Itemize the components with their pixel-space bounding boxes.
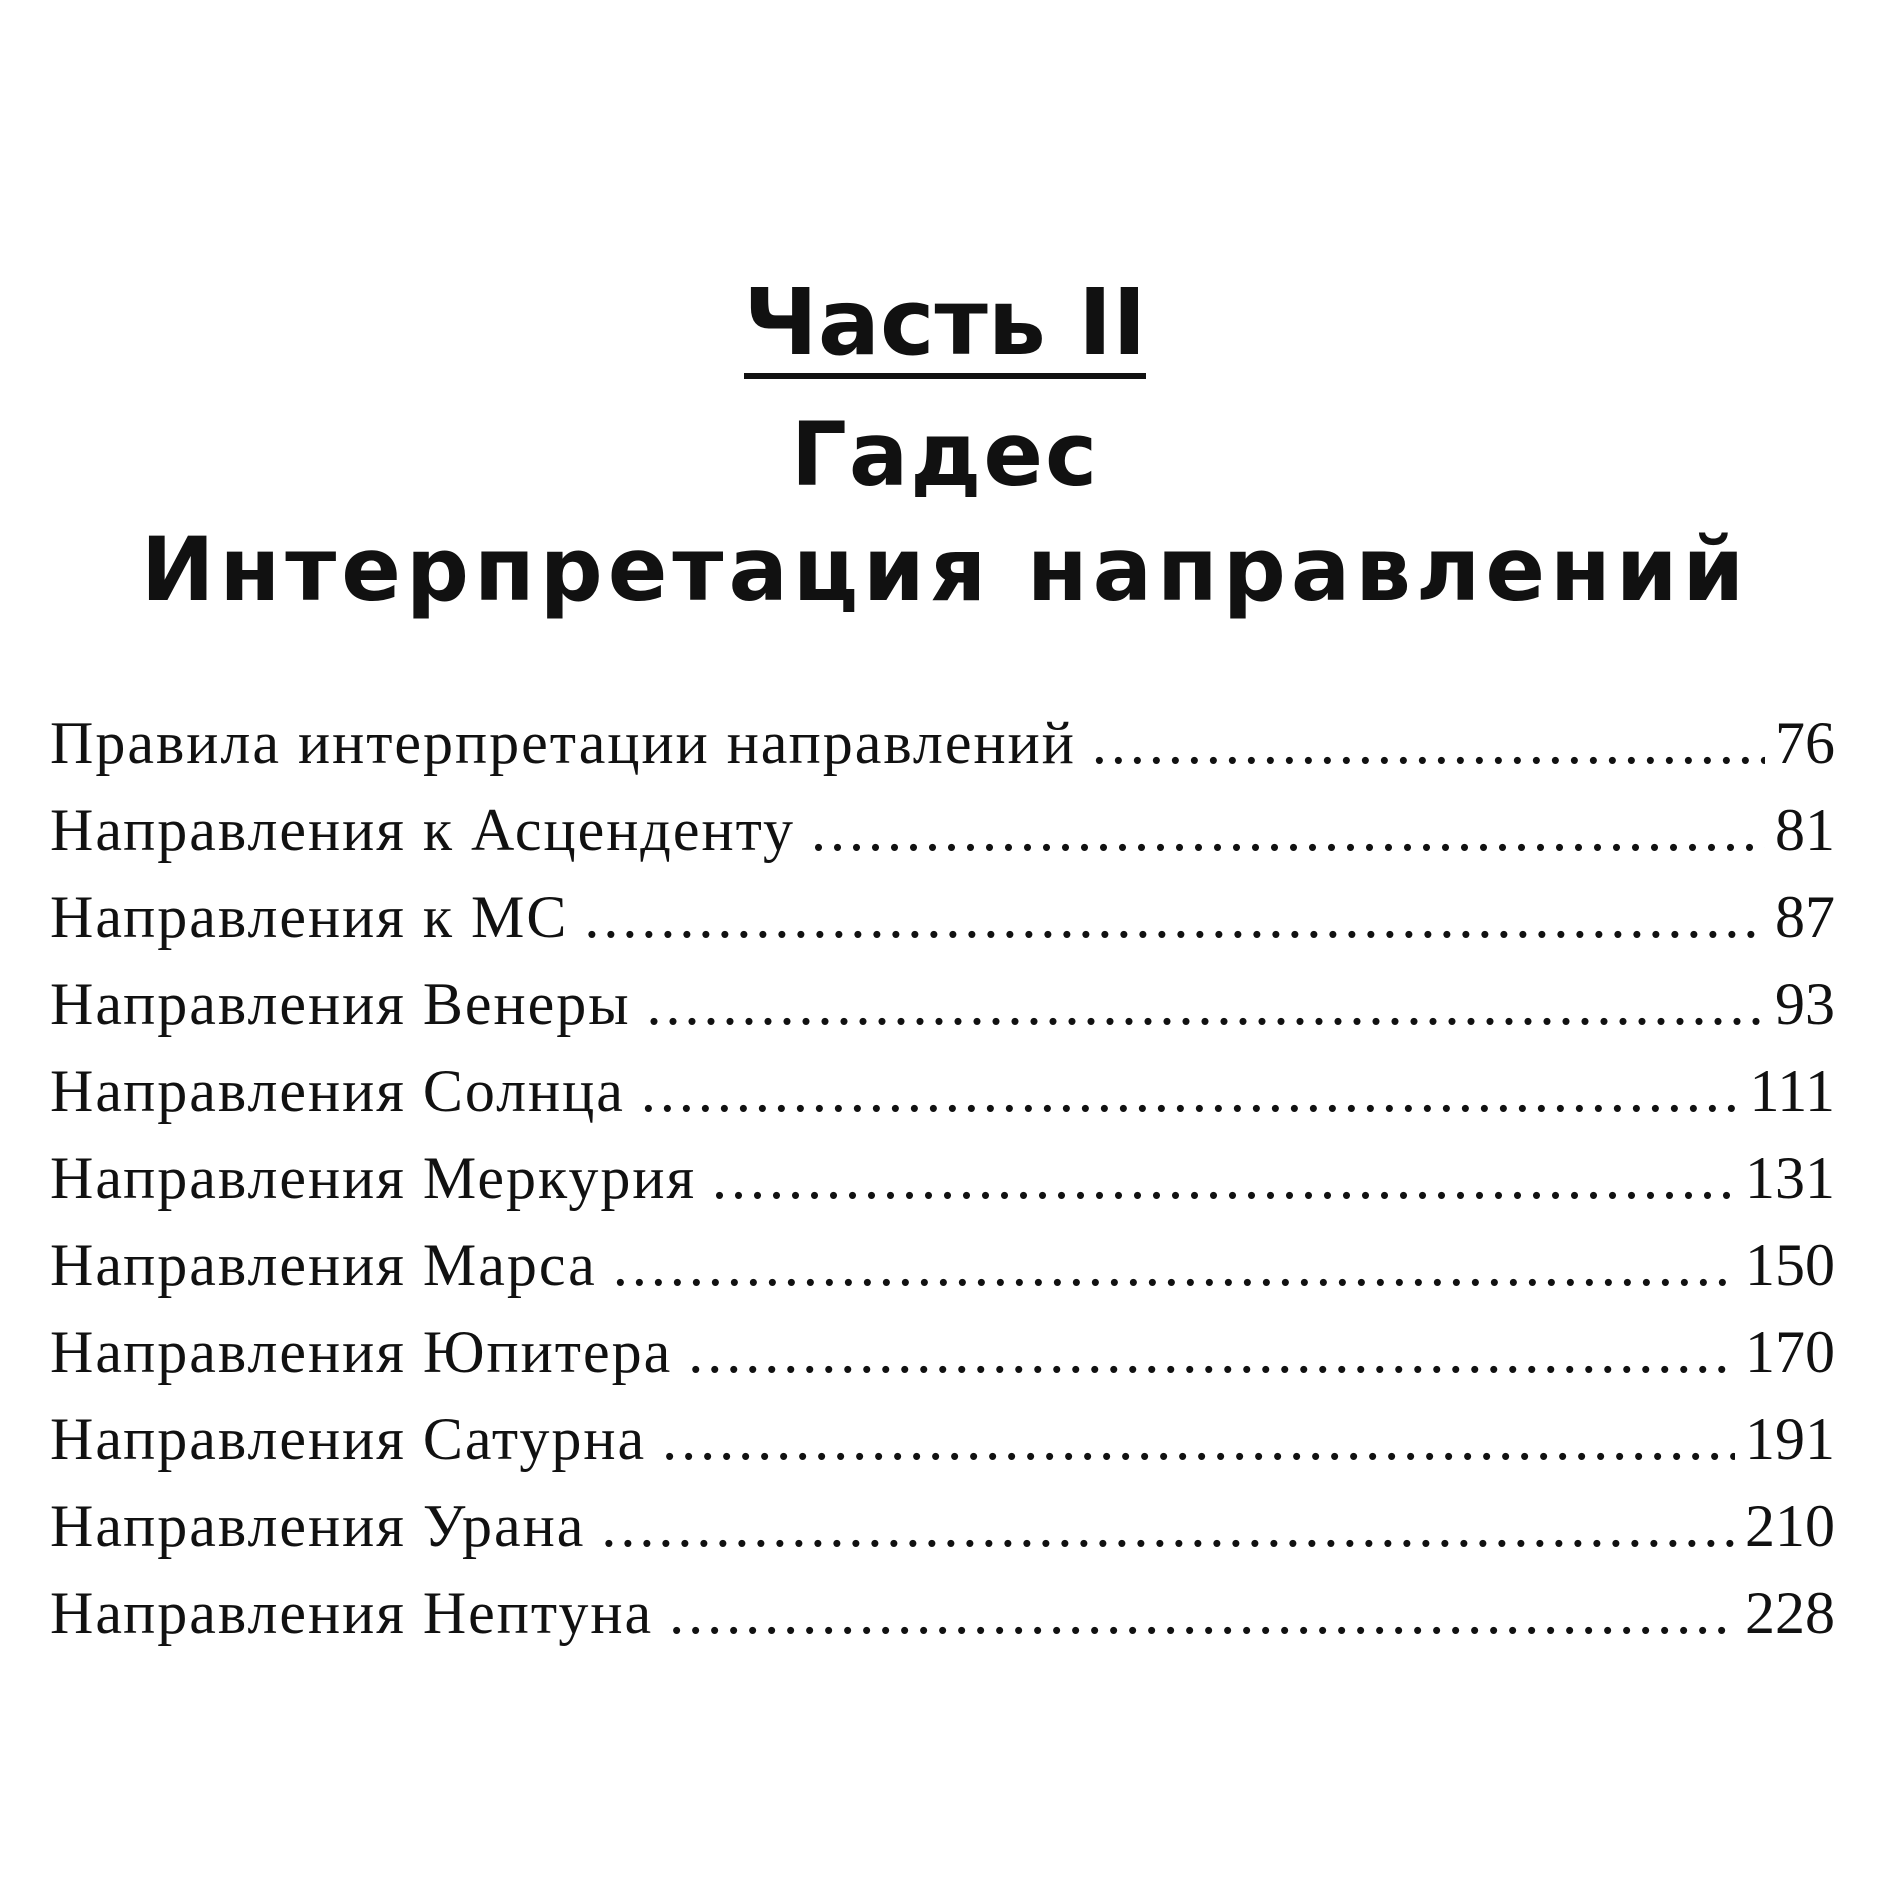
- toc-entry-title: Направления Нептуна: [50, 1580, 654, 1646]
- toc-entry-page: 210: [1745, 1493, 1835, 1559]
- toc-entry-page: 191: [1745, 1406, 1835, 1472]
- toc-entry-page: 150: [1745, 1232, 1835, 1298]
- toc-entry-page: 81: [1775, 797, 1835, 863]
- toc-entry-title: Направления Марса: [50, 1232, 597, 1298]
- toc-entry-page: 87: [1775, 884, 1835, 950]
- part-label: Часть II: [744, 273, 1147, 379]
- toc-entry-title: Направления Сатурна: [50, 1406, 647, 1472]
- toc-entry-page: 76: [1775, 710, 1835, 776]
- toc-entry-title: Направления к МС: [50, 884, 569, 950]
- toc-entry: [50, 1570, 1835, 1657]
- toc-entry-page: 228: [1745, 1580, 1835, 1646]
- part-heading: [0, 268, 1890, 379]
- toc-entry-title: Направления Юпитера: [50, 1319, 673, 1385]
- toc-leader-dots: [641, 1048, 1740, 1135]
- toc-entry-title: Направления Меркурия: [50, 1145, 697, 1211]
- toc-entry-title: Направления Урана: [50, 1493, 586, 1559]
- toc-entry: [50, 1396, 1835, 1483]
- toc-entry: [50, 874, 1835, 961]
- toc-leader-dots: [1092, 700, 1765, 787]
- toc-entry-page: 170: [1745, 1319, 1835, 1385]
- toc-leader-dots: [712, 1135, 1735, 1222]
- table-of-contents: [50, 700, 1835, 1657]
- toc-entry: [50, 1222, 1835, 1309]
- toc-entry-page: 93: [1775, 971, 1835, 1037]
- toc-entry-title: Направления Солнца: [50, 1058, 625, 1124]
- toc-leader-dots: [647, 961, 1765, 1048]
- toc-entry: [50, 1483, 1835, 1570]
- toc-leader-dots: [669, 1570, 1735, 1657]
- toc-leader-dots: [662, 1396, 1735, 1483]
- toc-entry-page: 111: [1749, 1058, 1835, 1124]
- toc-entry: [50, 1048, 1835, 1135]
- toc-entry: [50, 700, 1835, 787]
- toc-entry-title: Направления Венеры: [50, 971, 631, 1037]
- toc-leader-dots: [584, 874, 1765, 961]
- toc-entry-title: Направления к Асценденту: [50, 797, 796, 863]
- toc-entry: [50, 787, 1835, 874]
- toc-entry-page: 131: [1745, 1145, 1835, 1211]
- toc-entry: [50, 1135, 1835, 1222]
- toc-leader-dots: [811, 787, 1765, 874]
- toc-entry: [50, 961, 1835, 1048]
- toc-entry-title: Правила интерпретации направлений: [50, 710, 1076, 776]
- toc-leader-dots: [688, 1309, 1735, 1396]
- section-title: Гадес: [790, 403, 1100, 506]
- toc-entry: [50, 1309, 1835, 1396]
- toc-leader-dots: [601, 1483, 1735, 1570]
- toc-leader-dots: [613, 1222, 1735, 1309]
- section-subtitle: Интерпретация направлений: [140, 518, 1750, 621]
